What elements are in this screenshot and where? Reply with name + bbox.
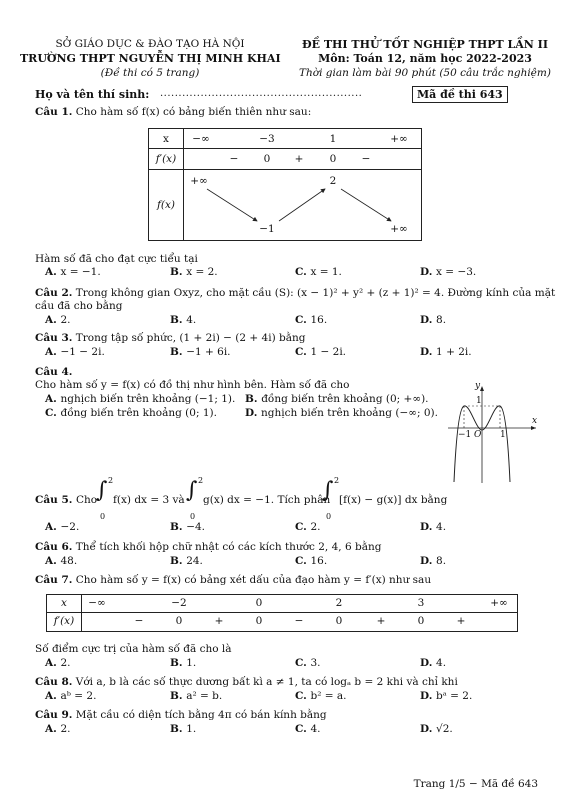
question-1-prompt: Hàm số đã cho đạt cực tiểu tại — [35, 253, 198, 265]
option-letter: C. — [295, 314, 311, 326]
table-cell: − — [294, 615, 304, 627]
table-cell: + — [294, 153, 304, 165]
integral-2-upper: 2 — [198, 476, 204, 485]
integral-2-lower: 0 — [190, 512, 196, 521]
table-cell: 1 — [329, 133, 337, 145]
student-name-label: Họ và tên thí sinh: — [35, 88, 150, 101]
q4-option-b[interactable]: B. đồng biến trên khoảng (0; +∞). — [245, 393, 429, 405]
sign-table-q7 — [46, 594, 518, 632]
option-letter: C. — [295, 346, 311, 358]
integral-2-body: g(x) dx = −1. Tích phân — [203, 494, 331, 506]
graph-label-1x: 1 — [500, 430, 506, 440]
option-letter: A. — [45, 521, 61, 533]
table-cell: −∞ — [88, 597, 106, 609]
option-letter: C. — [295, 266, 311, 278]
table-cell: + — [456, 615, 466, 627]
variation-table-q1 — [148, 128, 422, 241]
graph-label-origin: O — [474, 430, 482, 440]
q9-option-b[interactable]: B. 1. — [170, 723, 197, 735]
option-letter: A. — [45, 690, 61, 702]
function-graph — [440, 378, 540, 488]
option-letter: D. — [420, 266, 437, 278]
q7-option-c[interactable]: C. 3. — [295, 657, 321, 669]
integral-3-upper: 2 — [334, 476, 340, 485]
option-letter: C. — [295, 555, 311, 567]
table-header-x: x — [163, 133, 169, 145]
question-7 — [35, 574, 431, 586]
student-name-dots: ....................................................... — [160, 88, 363, 99]
question-4-label: Câu 4. — [35, 366, 73, 378]
option-letter: D. — [420, 690, 437, 702]
q5-option-d[interactable]: D. 4. — [420, 521, 447, 533]
question-text: Trong tập số phức, (1 + 2i) − (2 + 4i) bằng — [75, 332, 306, 344]
question-label: Câu 8. — [35, 676, 73, 688]
integral-1-lower: 0 — [100, 512, 106, 521]
option-letter: A. — [45, 555, 61, 567]
q3-option-a[interactable]: A. −1 − 2i. — [45, 346, 105, 358]
option-letter: D. — [420, 723, 437, 735]
option-letter: D. — [245, 407, 262, 419]
q9-option-d[interactable]: D. √2. — [420, 723, 453, 735]
table-cell: − — [229, 153, 239, 165]
option-letter: A. — [45, 657, 61, 669]
integral-3-lower: 0 — [326, 512, 332, 521]
question-text: Cho hàm số f(x) có bảng biến thiên như sau: — [75, 106, 312, 118]
table-header-fprime: f′(x) — [155, 153, 177, 165]
option-letter: A. — [45, 266, 61, 278]
q1-option-a[interactable]: A. x = −1. — [45, 266, 101, 278]
graph-label-minus1: −1 — [458, 430, 472, 440]
q2-option-d[interactable]: D. 8. — [420, 314, 447, 326]
question-5-label: Câu 5. — [35, 494, 73, 506]
table-cell: −1 — [259, 223, 275, 235]
q3-option-b[interactable]: B. −1 + 6i. — [170, 346, 231, 358]
question-text: Thể tích khối hộp chữ nhật có các kích thước 2, 4, 6 bằng — [75, 541, 382, 553]
question-4-text: Cho hàm số y = f(x) có đồ thị như hình bên. Hàm số đã cho — [35, 379, 350, 391]
option-letter: D. — [420, 657, 437, 669]
question-label: Câu 7. — [35, 574, 73, 586]
q9-option-a[interactable]: A. 2. — [45, 723, 71, 735]
question-text: Với a, b là các số thực dương bất kì a ≠ 1, ta có logₐ b = 2 khi và chỉ khi — [75, 676, 458, 688]
option-letter: C. — [295, 657, 311, 669]
school-name: TRƯỜNG THPT NGUYỄN THỊ MINH KHAI — [20, 52, 281, 65]
integral-sign-1: ∫ — [96, 478, 108, 503]
option-letter: D. — [420, 314, 437, 326]
table-header-f: f(x) — [156, 199, 176, 211]
question-text: Cho hàm số y = f(x) có bảng xét dấu của đạo hàm y = f′(x) như sau — [75, 574, 432, 586]
question-label: Câu 3. — [35, 332, 73, 344]
graph-label-x: x — [532, 416, 538, 426]
graph-label-y: y — [475, 381, 481, 391]
option-letter: C. — [45, 407, 61, 419]
integral-sign-3: ∫ — [322, 478, 334, 503]
q2-option-b[interactable]: B. 4. — [170, 314, 197, 326]
question-2 — [35, 287, 555, 299]
option-letter: B. — [245, 393, 262, 405]
exam-title: ĐỀ THI THỬ TỐT NGHIỆP THPT LẦN II — [302, 38, 548, 51]
question-label: Câu 2. — [35, 287, 73, 299]
option-letter: B. — [170, 266, 187, 278]
option-letter: B. — [170, 555, 187, 567]
table-cell: +∞ — [390, 133, 408, 145]
option-letter: B. — [170, 690, 187, 702]
option-letter: D. — [420, 521, 437, 533]
option-letter: D. — [420, 346, 437, 358]
variation-arrows — [149, 129, 421, 240]
question-6 — [35, 541, 381, 553]
q8-option-c[interactable]: C. b² = a. — [295, 690, 347, 702]
table-cell: + — [376, 615, 386, 627]
question-label: Câu 6. — [35, 541, 73, 553]
table-header-fprime: f′(x) — [53, 615, 75, 627]
question-label: Câu 1. — [35, 106, 73, 118]
exam-subject: Môn: Toán 12, năm học 2022-2023 — [318, 52, 532, 65]
table-cell: 0 — [329, 153, 337, 165]
q2-option-c[interactable]: C. 16. — [295, 314, 328, 326]
question-9 — [35, 709, 327, 721]
table-cell: +∞ — [490, 597, 508, 609]
dept-name: SỞ GIÁO DỤC & ĐÀO TẠO HÀ NỘI — [55, 38, 245, 50]
q9-option-c[interactable]: C. 4. — [295, 723, 321, 735]
table-cell: 2 — [335, 597, 343, 609]
graph-label-1y: 1 — [476, 396, 482, 406]
option-letter: D. — [420, 555, 437, 567]
table-cell: +∞ — [190, 175, 208, 187]
q6-option-c[interactable]: C. 16. — [295, 555, 328, 567]
table-cell: 0 — [335, 615, 343, 627]
option-letter: B. — [170, 346, 187, 358]
q4-option-a[interactable]: A. nghịch biến trên khoảng (−1; 1). — [45, 393, 236, 405]
q3-option-d[interactable]: D. 1 + 2i. — [420, 346, 472, 358]
question-7-prompt: Số điểm cực trị của hàm số đã cho là — [35, 643, 232, 655]
option-letter: C. — [295, 521, 311, 533]
q1-option-c[interactable]: C. x = 1. — [295, 266, 342, 278]
integral-sign-2: ∫ — [186, 478, 198, 503]
q8-option-b[interactable]: B. a² = b. — [170, 690, 223, 702]
table-cell: 0 — [263, 153, 271, 165]
q4-option-d[interactable]: D. nghịch biến trên khoảng (−∞; 0). — [245, 407, 438, 419]
q6-option-a[interactable]: A. 48. — [45, 555, 78, 567]
table-cell: 0 — [255, 597, 263, 609]
table-cell: 2 — [329, 175, 337, 187]
exam-duration: Thời gian làm bài 90 phút (50 câu trắc nghiệm) — [299, 67, 551, 79]
table-cell: + — [214, 615, 224, 627]
table-cell: − — [361, 153, 371, 165]
option-letter: A. — [45, 393, 61, 405]
integral-1-upper: 2 — [108, 476, 114, 485]
integral-3-body: [f(x) − g(x)] dx bằng — [339, 494, 448, 506]
q8-option-a[interactable]: A. aᵇ = 2. — [45, 690, 97, 702]
table-cell: +∞ — [390, 223, 408, 235]
question-3 — [35, 332, 305, 344]
integral-1-body: f(x) dx = 3 và — [113, 494, 185, 506]
q6-option-b[interactable]: B. 24. — [170, 555, 203, 567]
option-letter: C. — [295, 723, 311, 735]
option-letter: B. — [170, 723, 187, 735]
option-letter: B. — [170, 521, 187, 533]
q1-option-d[interactable]: D. x = −3. — [420, 266, 477, 278]
q7-option-a[interactable]: A. 2. — [45, 657, 71, 669]
option-letter: A. — [45, 314, 61, 326]
q8-option-d[interactable]: D. bᵃ = 2. — [420, 690, 473, 702]
table-cell: −∞ — [192, 133, 210, 145]
option-letter: A. — [45, 723, 61, 735]
table-cell: 3 — [417, 597, 425, 609]
q5-option-a[interactable]: A. −2. — [45, 521, 80, 533]
table-cell: −2 — [171, 597, 187, 609]
question-label: Câu 9. — [35, 709, 73, 721]
exam-code-box: Mã đề thi 643 — [412, 86, 508, 103]
table-header-x: x — [61, 597, 67, 609]
table-cell: 0 — [255, 615, 263, 627]
q5-option-b[interactable]: B. −4. — [170, 521, 206, 533]
table-cell: 0 — [175, 615, 183, 627]
q5-option-c[interactable]: C. 2. — [295, 521, 321, 533]
table-cell: 0 — [417, 615, 425, 627]
option-letter: A. — [45, 346, 61, 358]
q3-option-c[interactable]: C. 1 − 2i. — [295, 346, 347, 358]
question-8 — [35, 676, 458, 688]
question-2-cont: cầu đã cho bằng — [35, 300, 123, 312]
option-letter: B. — [170, 657, 187, 669]
option-letter: C. — [295, 690, 311, 702]
page-count-note: (Đề thi có 5 trang) — [100, 67, 200, 79]
q1-option-b[interactable]: B. x = 2. — [170, 266, 218, 278]
table-cell: − — [134, 615, 144, 627]
table-cell: −3 — [259, 133, 275, 145]
q7-option-d[interactable]: D. 4. — [420, 657, 447, 669]
question-text: Trong không gian Oxyz, cho mặt cầu (S): (x − 1)² + y² + (z + 1)² = 4. Đường kính của mặt — [75, 287, 556, 299]
q6-option-d[interactable]: D. 8. — [420, 555, 447, 567]
q7-option-b[interactable]: B. 1. — [170, 657, 197, 669]
question-text: Mặt cầu có diện tích bằng 4π có bán kính bằng — [75, 709, 327, 721]
q2-option-a[interactable]: A. 2. — [45, 314, 71, 326]
question-1 — [35, 106, 311, 118]
q4-option-c[interactable]: C. đồng biến trên khoảng (0; 1). — [45, 407, 217, 419]
question-5-intro: Cho — [76, 494, 98, 506]
option-letter: B. — [170, 314, 187, 326]
page-footer: Trang 1/5 − Mã đề 643 — [413, 778, 538, 790]
